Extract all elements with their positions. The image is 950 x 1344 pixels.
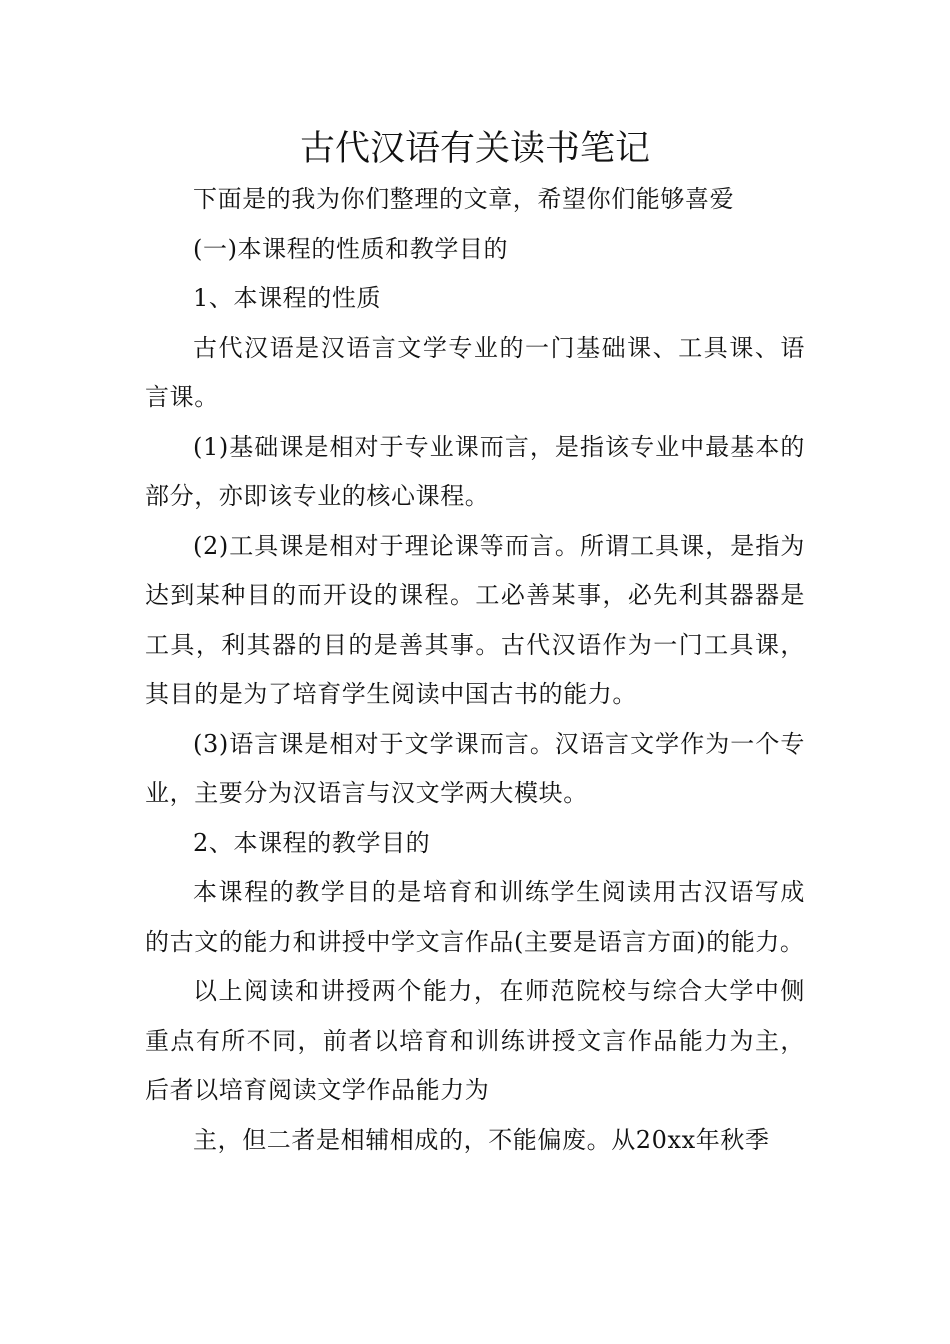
paragraph-intro: 下面是的我为你们整理的文章，希望你们能够喜爱 [193, 185, 735, 213]
paragraph-language-course: (3)语言课是相对于文学课而言。汉语言文学作为一个专业，主要分为汉语言与汉文学两大模块。 [145, 729, 805, 807]
paragraph-course-definition: 古代汉语是汉语言文学专业的一门基础课、工具课、语言课。 [145, 333, 805, 411]
section-heading-course-nature-and-goals: (一)本课程的性质和教学目的 [193, 234, 509, 263]
document-body [145, 175, 805, 1165]
paragraph-teaching-goals: 本课程的教学目的是培育和训练学生阅读用古汉语写成的古文的能力和讲授中学文言作品(主要是语言方面)的能力。 [145, 878, 805, 956]
paragraph-continuation: 主，但二者是相辅相成的，不能偏废。从20xx年秋季 [193, 1125, 770, 1154]
subheading-teaching-goals: 2、本课程的教学目的 [193, 828, 431, 857]
subheading-course-nature: 1、本课程的性质 [193, 284, 382, 312]
paragraph-foundation-course: (1)基础课是相对于专业课而言，是指该专业中最基本的部分，亦即该专业的核心课程。 [145, 432, 805, 510]
paragraph-tool-course: (2)工具课是相对于理论课等而言。所谓工具课，是指为达到某种目的而开设的课程。工必善某事，必先利其器器是工具，利其器的目的是善其事。古代汉语作为一门工具课，其目的是为了培育学生阅读中国古书的能力。 [145, 531, 805, 708]
paragraph-abilities: 以上阅读和讲授两个能力，在师范院校与综合大学中侧重点有所不同，前者以培育和训练讲授文言作品能力为主，后者以培育阅读文学作品能力为 [145, 977, 805, 1104]
document-title: 古代汉语有关读书笔记 [299, 129, 650, 169]
